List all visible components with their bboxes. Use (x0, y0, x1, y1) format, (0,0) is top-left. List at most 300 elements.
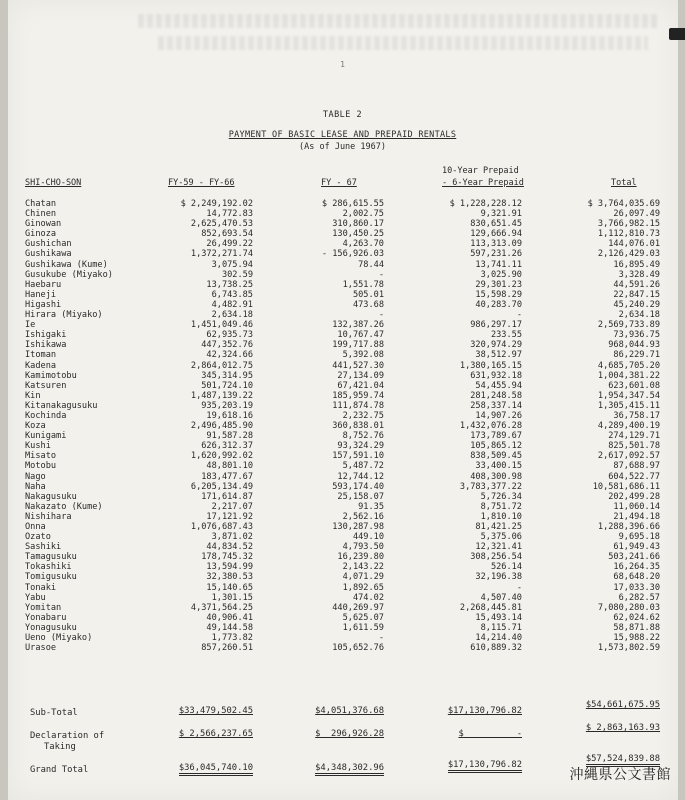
cell-fy67: 449.10 (352, 532, 384, 543)
cell-prepaid: 4,507.40 (480, 592, 522, 603)
cell-fy67: 67,421.04 (337, 380, 384, 391)
cell-total: 15,988.22 (613, 633, 660, 644)
table-row (0, 593, 685, 603)
municipality-name: Yabu (25, 592, 46, 603)
cell-prepaid: 986,297.17 (470, 320, 522, 331)
table-row (0, 512, 685, 522)
municipality-name: Kitanakagusuku (25, 400, 98, 411)
table-row (0, 411, 685, 421)
cell-prepaid: 13,741.11 (475, 259, 522, 270)
cell-fy59-66: 2,634.18 (211, 310, 253, 321)
subtotal-total: $54,661,675.95 (585, 700, 660, 710)
cell-fy59-66: 935,203.19 (201, 400, 253, 411)
cell-fy67: 25,158.07 (337, 491, 384, 502)
cell-fy67: 105,652.76 (332, 643, 384, 654)
municipality-name: Higashi (25, 299, 62, 310)
municipality-name: Gushichan (25, 239, 72, 250)
table-row (0, 401, 685, 411)
bleed-through-text (138, 14, 658, 28)
cell-fy67: 2,002.75 (342, 209, 384, 220)
municipality-name: Kochinda (25, 410, 67, 421)
grand-total-total: $57,524,839.88 (586, 754, 660, 767)
cell-total: 44,591.26 (613, 279, 660, 290)
cell-fy59-66: 183,477.67 (201, 471, 253, 482)
municipality-name: Chatan (25, 199, 57, 209)
municipality-name: Onna (25, 522, 46, 532)
cell-total: 45,240.29 (613, 299, 660, 310)
cell-fy67: 130,287.98 (332, 522, 384, 532)
cell-fy67: 474.02 (352, 592, 384, 603)
subtotal-prepaid: $17,130,796.82 (447, 706, 522, 716)
cell-total: 1,573,802.59 (597, 643, 660, 654)
grand-total-fy67: $4,348,302.96 (315, 763, 384, 776)
column-header-fy59-66: FY-59 - FY-66 (168, 178, 235, 188)
cell-total: 17,033.30 (613, 582, 660, 593)
cell-total: 623,601.08 (608, 380, 660, 391)
cell-total: 62,024.62 (613, 612, 660, 623)
grand-total-label: Grand Total (30, 765, 89, 775)
table-row (0, 280, 685, 290)
cell-fy59-66: 345,314.95 (201, 370, 253, 381)
cell-prepaid: 173,789.67 (470, 431, 522, 442)
cell-fy67: 10,767.47 (337, 330, 384, 341)
declaration-label-line2: Taking (44, 742, 76, 752)
cell-fy59-66: 4,482.91 (211, 299, 253, 310)
cell-fy59-66: 3,075.94 (211, 259, 253, 270)
cell-total: 2,569,733.89 (597, 320, 660, 331)
table-row (0, 239, 685, 249)
cell-prepaid: 1,432,076.28 (459, 421, 522, 432)
cell-prepaid: 14,214.40 (475, 633, 522, 644)
cell-prepaid: - (516, 310, 522, 321)
cell-total: 21,494.18 (613, 511, 660, 522)
cell-total: 73,936.75 (613, 330, 660, 341)
municipality-name: Itoman (25, 350, 57, 361)
cell-fy59-66: $ 2,249,192.02 (180, 199, 253, 209)
cell-fy59-66: 19,618.16 (206, 410, 253, 421)
cell-total: 202,499.28 (608, 491, 660, 502)
cell-total: 9,695.18 (618, 532, 660, 543)
cell-prepaid: 33,400.15 (475, 461, 522, 472)
table-row (0, 300, 685, 310)
page-mark: 1 (340, 60, 345, 69)
cell-fy59-66: 15,140.65 (206, 582, 253, 593)
cell-total: 26,097.49 (613, 209, 660, 220)
cell-fy67: $ 286,615.55 (321, 199, 384, 209)
cell-total: 503,241.66 (608, 552, 660, 563)
municipality-name: Ishikawa (25, 340, 67, 351)
cell-prepaid: 54,455.94 (475, 380, 522, 391)
cell-prepaid: 129,666.94 (470, 229, 522, 240)
table-row (0, 562, 685, 572)
cell-prepaid: 233.55 (490, 330, 522, 341)
cell-total: 3,766,982.15 (597, 219, 660, 230)
cell-prepaid: 40,283.70 (475, 299, 522, 310)
cell-prepaid: 29,301.23 (475, 279, 522, 290)
table-title: PAYMENT OF BASIC LEASE AND PREPAID RENTALS (228, 130, 457, 140)
cell-fy59-66: 62,935.73 (206, 330, 253, 341)
cell-fy59-66: 14,772.83 (206, 209, 253, 220)
cell-prepaid: 14,907.26 (475, 410, 522, 421)
cell-total: 3,328.49 (618, 269, 660, 280)
cell-total: 16,895.49 (613, 259, 660, 270)
cell-prepaid: 105,865.12 (470, 441, 522, 452)
cell-fy67: 12,744.12 (337, 471, 384, 482)
cell-total: 144,076.01 (608, 239, 660, 250)
cell-total: 11,060.14 (613, 501, 660, 512)
table-row (0, 229, 685, 239)
cell-prepaid: 9,321.91 (480, 209, 522, 220)
table-row (0, 613, 685, 623)
cell-fy67: 1,892.65 (342, 582, 384, 593)
cell-fy67: 132,387.26 (332, 320, 384, 331)
cell-fy59-66: 2,864,012.75 (190, 360, 253, 371)
cell-fy59-66: 2,496,485.90 (190, 421, 253, 432)
subtotal-label: Sub-Total (30, 708, 78, 718)
cell-prepaid: 81,421.25 (475, 522, 522, 532)
cell-fy67: 1,611.59 (342, 622, 384, 633)
column-header-prepaid-line2: - 6-Year Prepaid (442, 178, 524, 188)
cell-fy67: - (378, 310, 384, 321)
table-row (0, 472, 685, 482)
cell-prepaid: 38,512.97 (475, 350, 522, 361)
cell-total: 1,305,415.11 (597, 400, 660, 411)
table-row (0, 371, 685, 381)
cell-fy59-66: 1,773.82 (211, 633, 253, 644)
cell-fy67: 5,392.08 (342, 350, 384, 361)
cell-total: 36,758.17 (613, 410, 660, 421)
cell-total: 1,004,381.22 (597, 370, 660, 381)
municipality-name: Gushikawa (Kume) (25, 259, 108, 270)
cell-fy59-66: 1,487,139.22 (190, 390, 253, 401)
subtotal-fy59-66: $33,479,502.45 (178, 706, 253, 716)
cell-fy59-66: 1,620,992.02 (190, 451, 253, 462)
archive-stamp: 沖縄県公文書館 (569, 767, 671, 783)
cell-fy59-66: 501,724.10 (201, 380, 253, 391)
data-rows (0, 199, 685, 653)
cell-fy59-66: 48,801.10 (206, 461, 253, 472)
declaration-label-line1: Declaration of (30, 731, 105, 741)
cell-prepaid: 2,268,445.81 (459, 602, 522, 613)
municipality-name: Nakagusuku (25, 491, 77, 502)
cell-fy59-66: 17,121.92 (206, 511, 253, 522)
table-row (0, 330, 685, 340)
municipality-name: Ginowan (25, 219, 62, 230)
municipality-name: Chinen (25, 209, 57, 220)
table-row (0, 502, 685, 512)
table-row (0, 350, 685, 360)
cell-total: 274,129.71 (608, 431, 660, 442)
municipality-name: Tokashiki (25, 562, 72, 573)
cell-fy59-66: 42,324.66 (206, 350, 253, 361)
cell-fy59-66: 13,738.25 (206, 279, 253, 290)
table-row (0, 290, 685, 300)
municipality-name: Gusukube (Miyako) (25, 269, 113, 280)
cell-prepaid: 1,810.10 (480, 511, 522, 522)
declaration-fy59-66: $ 2,566,237.65 (178, 729, 253, 739)
cell-prepaid: 526.14 (490, 562, 522, 573)
table-row (0, 542, 685, 552)
cell-prepaid: 15,493.14 (475, 612, 522, 623)
cell-fy59-66: 3,871.02 (211, 532, 253, 543)
cell-fy67: 505.01 (352, 289, 384, 300)
column-header-name: SHI-CHO-SON (25, 178, 82, 188)
cell-fy59-66: 26,499.22 (206, 239, 253, 250)
table-row (0, 320, 685, 330)
table-row (0, 421, 685, 431)
cell-total: 10,581,686.11 (592, 481, 660, 492)
cell-fy59-66: 626,312.37 (201, 441, 253, 452)
table-row (0, 381, 685, 391)
cell-prepaid: 12,321.41 (475, 542, 522, 553)
cell-fy59-66: 2,625,470.53 (190, 219, 253, 230)
municipality-name: Nago (25, 471, 46, 482)
table-row (0, 431, 685, 441)
cell-fy59-66: 49,144.58 (206, 622, 253, 633)
cell-fy67: - 156,926.03 (321, 249, 384, 260)
cell-fy59-66: 6,205,134.49 (190, 481, 253, 492)
table-row (0, 199, 685, 209)
cell-total: 4,289,400.19 (597, 421, 660, 432)
cell-total: 68,648.20 (613, 572, 660, 583)
cell-fy59-66: 1,372,271.74 (190, 249, 253, 260)
cell-prepaid: - (516, 582, 522, 593)
cell-prepaid: 32,196.38 (475, 572, 522, 583)
cell-prepaid: 631,932.18 (470, 370, 522, 381)
cell-fy59-66: 2,217.07 (211, 501, 253, 512)
cell-total: 4,685,705.20 (597, 360, 660, 371)
municipality-name: Nishihara (25, 511, 72, 522)
municipality-name: Ie (25, 320, 36, 331)
cell-fy59-66: 178,745.32 (201, 552, 253, 563)
cell-fy59-66: 1,301.15 (211, 592, 253, 603)
cell-prepaid: 3,025.90 (480, 269, 522, 280)
cell-fy67: 93,324.29 (337, 441, 384, 452)
table-row (0, 583, 685, 593)
municipality-name: Haneji (25, 289, 57, 300)
cell-fy59-66: 302.59 (221, 269, 253, 280)
cell-fy59-66: 171,614.87 (201, 491, 253, 502)
binder-clip (669, 28, 685, 40)
cell-total: 2,126,429.03 (597, 249, 660, 260)
cell-fy67: 157,591.10 (332, 451, 384, 462)
cell-total: 968,044.93 (608, 340, 660, 351)
grand-total-fy59-66: $36,045,740.10 (179, 763, 253, 776)
table-row (0, 603, 685, 613)
cell-fy67: 360,838.01 (332, 421, 384, 432)
declaration-fy67: $ 296,926.28 (315, 729, 384, 739)
cell-total: 61,949.43 (613, 542, 660, 553)
cell-fy67: - (378, 633, 384, 644)
municipality-name: Urasoe (25, 643, 57, 654)
municipality-name: Tomigusuku (25, 572, 77, 583)
municipality-name: Gushikawa (25, 249, 72, 260)
cell-total: 825,501.78 (608, 441, 660, 452)
subtotal-fy67: $4,051,376.68 (315, 706, 384, 716)
declaration-total: $ 2,863,163.93 (585, 723, 660, 733)
cell-prepaid: 5,726.34 (480, 491, 522, 502)
cell-fy67: 1,551.78 (342, 279, 384, 290)
table-row (0, 260, 685, 270)
municipality-name: Ozato (25, 532, 51, 543)
table-row (0, 492, 685, 502)
municipality-name: Sashiki (25, 542, 62, 553)
table-row (0, 249, 685, 259)
column-header-prepaid-line1: 10-Year Prepaid (442, 166, 519, 176)
cell-total: 87,688.97 (613, 461, 660, 472)
cell-fy67: 78.44 (358, 259, 384, 270)
cell-total: 6,282.57 (618, 592, 660, 603)
cell-fy59-66: 40,906.41 (206, 612, 253, 623)
cell-prepaid: 8,115.71 (480, 622, 522, 633)
cell-fy67: 8,752.76 (342, 431, 384, 442)
cell-prepaid: 5,375.06 (480, 532, 522, 543)
declaration-prepaid: $ - (458, 729, 522, 739)
cell-fy67: 4,263.70 (342, 239, 384, 250)
cell-fy67: 473.68 (352, 299, 384, 310)
cell-fy67: 441,527.30 (332, 360, 384, 371)
cell-prepaid: 113,313.09 (470, 239, 522, 250)
cell-prepaid: 597,231.26 (470, 249, 522, 260)
cell-fy67: 185,959.74 (332, 390, 384, 401)
cell-prepaid: 610,889.32 (470, 643, 522, 654)
municipality-name: Motobu (25, 461, 57, 472)
cell-total: 58,871.88 (613, 622, 660, 633)
municipality-name: Haebaru (25, 279, 62, 290)
cell-prepaid: 838,509.45 (470, 451, 522, 462)
municipality-name: Yomitan (25, 602, 62, 613)
table-row (0, 532, 685, 542)
cell-prepaid: 8,751.72 (480, 501, 522, 512)
cell-fy59-66: 1,076,687.43 (190, 522, 253, 532)
cell-fy59-66: 1,451,049.46 (190, 320, 253, 331)
cell-prepaid: 408,300.98 (470, 471, 522, 482)
cell-fy67: 4,071.29 (342, 572, 384, 583)
table-row (0, 633, 685, 643)
cell-fy59-66: 13,594.99 (206, 562, 253, 573)
cell-fy67: 199,717.88 (332, 340, 384, 351)
municipality-name: Ishigaki (25, 330, 67, 341)
cell-prepaid: 3,783,377.22 (459, 481, 522, 492)
cell-total: 604,522.77 (608, 471, 660, 482)
municipality-name: Kushi (25, 441, 51, 452)
municipality-name: Ueno (Miyako) (25, 633, 93, 644)
municipality-name: Naha (25, 481, 46, 492)
cell-fy59-66: 852,693.54 (201, 229, 253, 240)
table-row (0, 391, 685, 401)
cell-fy59-66: 44,834.52 (206, 542, 253, 553)
grand-total-prepaid: $17,130,796.82 (448, 760, 522, 773)
table-row (0, 643, 685, 653)
table-row (0, 340, 685, 350)
cell-fy59-66: 91,587.28 (206, 431, 253, 442)
table-number: TABLE 2 (322, 110, 363, 120)
bleed-through-text (158, 36, 648, 50)
cell-total: 22,847.15 (613, 289, 660, 300)
table-row (0, 310, 685, 320)
cell-total: 2,617,092.57 (597, 451, 660, 462)
cell-fy67: 593,174.40 (332, 481, 384, 492)
table-row (0, 441, 685, 451)
municipality-name: Koza (25, 421, 46, 432)
cell-total: 2,634.18 (618, 310, 660, 321)
cell-fy59-66: 857,260.51 (201, 643, 253, 654)
cell-fy59-66: 447,352.76 (201, 340, 253, 351)
cell-total: 7,080,280.03 (597, 602, 660, 613)
table-row (0, 270, 685, 280)
municipality-name: Kunigami (25, 431, 67, 442)
municipality-name: Yonabaru (25, 612, 67, 623)
cell-fy59-66: 6,743.85 (211, 289, 253, 300)
cell-fy67: 130,450.25 (332, 229, 384, 240)
cell-prepaid: $ 1,228,228.12 (449, 199, 522, 209)
municipality-name: Kin (25, 390, 41, 401)
municipality-name: Hirara (Miyako) (25, 310, 103, 321)
column-header-fy67: FY - 67 (321, 178, 357, 188)
cell-prepaid: 830,651.45 (470, 219, 522, 230)
table-row (0, 552, 685, 562)
cell-fy67: 2,562.16 (342, 511, 384, 522)
cell-fy59-66: 4,371,564.25 (190, 602, 253, 613)
municipality-name: Yonagusuku (25, 622, 77, 633)
cell-fy59-66: 32,380.53 (206, 572, 253, 583)
cell-fy67: 5,487.72 (342, 461, 384, 472)
cell-total: 1,288,396.66 (597, 522, 660, 532)
cell-prepaid: 281,248.58 (470, 390, 522, 401)
municipality-name: Misato (25, 451, 57, 462)
municipality-name: Tonaki (25, 582, 57, 593)
table-row (0, 482, 685, 492)
cell-fy67: 5,625.07 (342, 612, 384, 623)
cell-prepaid: 258,337.14 (470, 400, 522, 411)
municipality-name: Katsuren (25, 380, 67, 391)
cell-fy67: - (378, 269, 384, 280)
cell-fy67: 111,874.78 (332, 400, 384, 411)
municipality-name: Kamimotobu (25, 370, 77, 381)
cell-fy67: 310,860.17 (332, 219, 384, 230)
table-row (0, 461, 685, 471)
table-subtitle: (As of June 1967) (299, 142, 386, 152)
municipality-name: Nakazato (Kume) (25, 501, 103, 512)
municipality-name: Tamagusuku (25, 552, 77, 563)
municipality-name: Ginoza (25, 229, 57, 240)
cell-total: 1,954,347.54 (597, 390, 660, 401)
cell-fy67: 2,143.22 (342, 562, 384, 573)
table-row (0, 219, 685, 229)
table-row (0, 451, 685, 461)
cell-total: 86,229.71 (613, 350, 660, 361)
table-row (0, 522, 685, 532)
cell-fy67: 91.35 (358, 501, 384, 512)
cell-prepaid: 15,598.29 (475, 289, 522, 300)
cell-fy67: 16,239.80 (337, 552, 384, 563)
municipality-name: Kadena (25, 360, 57, 371)
cell-total: 1,112,810.73 (597, 229, 660, 240)
table-row (0, 572, 685, 582)
cell-fy67: 27,134.09 (337, 370, 384, 381)
cell-total: $ 3,764,035.69 (587, 199, 660, 209)
cell-prepaid: 320,974.29 (470, 340, 522, 351)
cell-fy67: 440,269.97 (332, 602, 384, 613)
cell-fy67: 4,793.50 (342, 542, 384, 553)
cell-fy67: 2,232.75 (342, 410, 384, 421)
column-header-total: Total (611, 178, 637, 188)
table-row (0, 209, 685, 219)
cell-prepaid: 1,380,165.15 (459, 360, 522, 371)
cell-prepaid: 308,256.54 (470, 552, 522, 563)
cell-total: 16,264.35 (613, 562, 660, 573)
table-row (0, 623, 685, 633)
